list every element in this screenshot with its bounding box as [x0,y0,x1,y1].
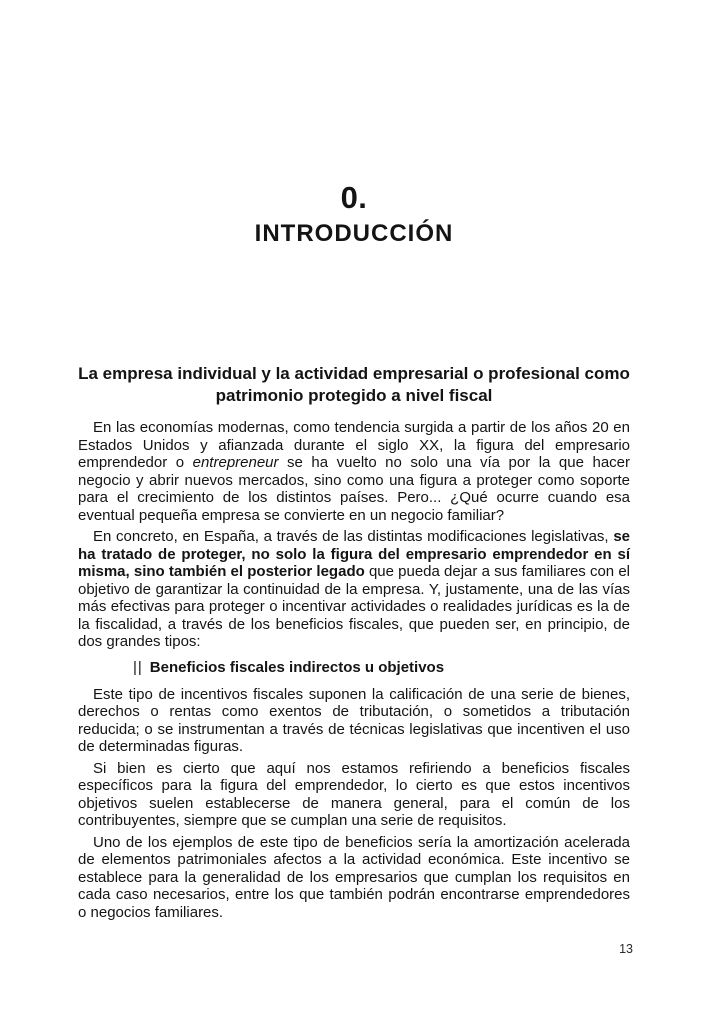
page-number: 13 [619,942,633,956]
paragraph-4: Si bien es cierto que aquí nos estamos refiriendo a beneficios fiscales específicos para la figura del emprendedor, lo cierto es que estos incentivos objetivos suelen establecerse de manera general, para el común de los contribuyentes, siempre que se cumplan una serie de requisitos. [78,759,630,829]
section-heading: La empresa individual y la actividad empresarial o profesional como patrimonio protegido a nivel fiscal [78,364,630,405]
paragraph-3: Este tipo de incentivos fiscales suponen la calificación de una serie de bienes, derechos o rentas como exentos de tributación, o sometidos a tributación reducida; o se instrumentan a través de técnicas legislativas que incentiven el uso de determinadas figuras. [78,685,630,755]
chapter-title: INTRODUCCIÓN [254,220,454,247]
paragraph-2-bold-passage: se ha tratado de proteger, no solo la figura del empresario emprendedor en sí misma, sino también el posterior legado [78,528,630,580]
subsection-heading [133,659,630,676]
italic-term-entrepreneur: entrepreneur [192,454,279,471]
paragraph-2 [78,528,630,651]
paragraph-2-text-post: que pueda dejar a sus familiares con el objetivo de garantizar la continuidad de la empresa. Y, justamente, una de las vías más efectivas para proteger o incentivar actividades o realidades jurídicas es la de la fiscalidad, a través de los beneficios fiscales, que pueden ser, en principio, de dos grandes tipos: [78,563,630,650]
double-bar-marker: || [133,658,143,676]
paragraph-1 [78,419,630,524]
subsection-heading-text: Beneficios fiscales indirectos u objetivos [149,658,445,676]
paragraph-1-text-post: se ha vuelto no solo una vía por la que hacer negocio y abrir nuevos mercados, sino como una figura a proteger como soporte para el crecimiento de los distintos países. Pero... ¿Qué ocurre cuando esa eventual pequeña empresa se convierte en un negocio familiar? [78,454,630,524]
body-text [78,419,630,921]
paragraph-2-text-pre: En concreto, en España, a través de las distintas modificaciones legislativas, [93,528,614,545]
paragraph-1-text-pre: En las economías modernas, como tendencia surgida a partir de los años 20 en Estados Unidos y afianzada durante el siglo XX, la figura del empresario emprendedor o [78,419,630,471]
chapter-number: 0. [340,180,368,215]
page-content [78,0,630,921]
paragraph-5: Uno de los ejemplos de este tipo de beneficios sería la amortización acelerada de elementos patrimoniales afectos a la actividad económica. Este incentivo se establece para la generalidad de los empresarios que cumplan los requisitos en cada caso necesarios, entre los que también podrán encontrarse emprendedores o negocios familiares. [78,833,630,921]
